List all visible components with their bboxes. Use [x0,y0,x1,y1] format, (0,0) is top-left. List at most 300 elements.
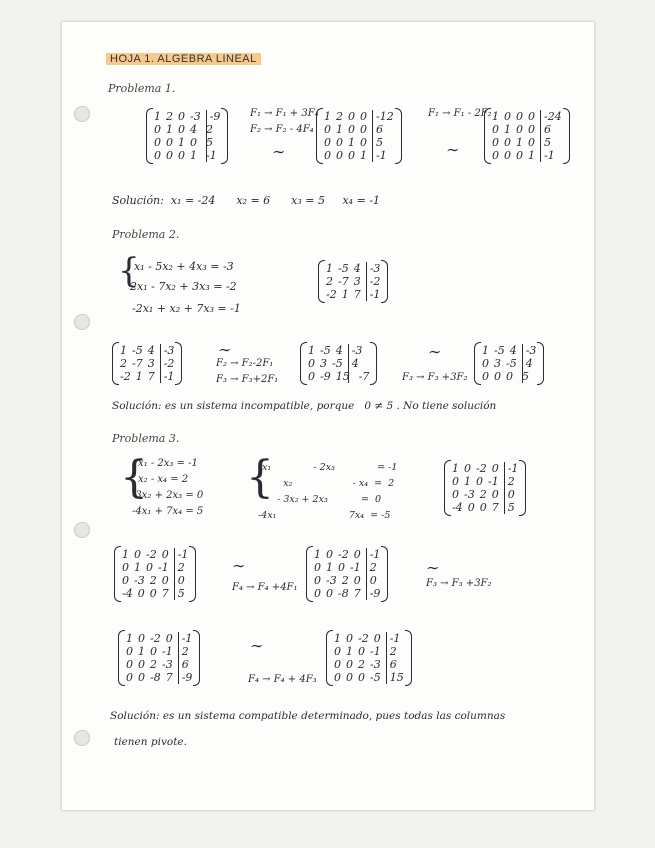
matrix-entry: 0 [154,136,161,149]
matrix-entry: -2 [120,370,131,383]
matrix-entry: 5 [522,370,529,383]
matrix-entry: 0 [360,123,367,136]
matrix-entry: 0 [373,632,381,645]
matrix-entry: 0 [528,136,535,149]
matrix-entry: 0 [492,136,499,149]
matrix-entry: 3 [494,357,501,370]
matrix-entry: 2 [369,561,377,574]
p2-eq-1: x₁ - 5x₂ + 4x₃ = -3 [134,260,234,273]
matrix-entry: 0 [464,462,471,475]
matrix-entry: -1 [507,462,519,475]
p2-op-1a: F₂ → F₂-2F₁ [216,358,274,369]
p1-matrix-3 [492,110,562,162]
matrix-paren-right [537,342,544,385]
matrix-entry: 0 [358,671,365,684]
matrix-row [308,370,369,383]
matrix-row [308,344,369,357]
p2-eq-2: 2x₁ - 7x₂ + 3x₃ = -2 [130,280,237,293]
matrix-entry: 0 [479,501,487,514]
matrix-entry: 3 [353,275,361,288]
matrix-entry: 0 [138,658,145,671]
matrix-entry: 0 [134,548,141,561]
augmented-bar [386,632,387,684]
matrix-entry: -2 [146,548,157,561]
matrix-entry: -4 [122,587,133,600]
augmented-bar [372,110,373,162]
matrix-entry: 1 [360,149,367,162]
matrix-entry: 2 [166,110,173,123]
matrix-paren-right [189,546,196,602]
augmented-bar [174,548,175,600]
matrix-entry: 4 [335,344,343,357]
p3-matrix-5 [334,632,404,684]
matrix-entry: 0 [154,123,161,136]
matrix-entry: -24 [544,110,562,123]
p1-matrix-2 [324,110,394,162]
matrix-entry: 3 [147,357,155,370]
matrix-entry: 0 [353,574,361,587]
system-brace: { [118,251,140,291]
p3-row-1: x₁ - 2x₃ = -1 [262,462,398,473]
matrix-entry: -5 [494,344,505,357]
matrix-entry: -7 [358,370,370,383]
matrix-entry: 1 [341,288,349,301]
matrix-entry: 0 [126,645,133,658]
matrix-entry: -5 [132,344,143,357]
matrix-entry: 7 [491,501,499,514]
matrix-paren-left [474,342,481,385]
matrix-entry: -5 [370,671,381,684]
matrix-entry: 2 [149,574,157,587]
p2-op-1b: F₃ → F₃+2F₁ [216,374,279,385]
matrix-row [452,475,518,488]
matrix-paren-left [146,108,153,164]
matrix-entry: 0 [150,645,157,658]
matrix-entry: 15 [389,671,404,684]
matrix-entry: -2 [369,275,381,288]
matrix-entry: -7 [132,357,143,370]
matrix-entry: 0 [138,671,145,684]
matrix-entry: -1 [370,645,381,658]
matrix-entry: 2 [358,658,365,671]
matrix-entry: -3 [163,344,175,357]
matrix-entry: -1 [163,370,175,383]
matrix-row [324,123,394,136]
matrix-entry: 5 [206,136,213,149]
matrix-row [334,632,404,645]
matrix-entry: -2 [326,288,337,301]
matrix-row [492,136,562,149]
augmented-bar [504,462,505,514]
matrix-entry: 0 [492,123,499,136]
matrix-entry: -1 [350,561,361,574]
matrix-row [324,136,394,149]
matrix-entry: 0 [348,123,355,136]
binder-hole [74,314,90,330]
matrix-entry: 0 [336,136,343,149]
matrix-row [126,671,192,684]
matrix-entry: -9 [181,671,193,684]
matrix-entry: 1 [135,370,143,383]
matrix-entry: -1 [177,548,189,561]
matrix-row [326,262,380,275]
matrix-entry: 0 [324,123,331,136]
p1-op-1a: F₁ → F₁ + 3F₄ [250,108,319,119]
p3-matrix-1 [452,462,518,514]
matrix-entry: 1 [326,262,333,275]
matrix-entry: 1 [492,110,499,123]
matrix-entry: -9 [209,110,221,123]
matrix-entry: 0 [507,488,515,501]
matrix-entry: 2 [507,475,515,488]
matrix-entry: 0 [314,587,321,600]
matrix-row [326,288,380,301]
matrix-row [122,561,188,574]
matrix-entry: 4 [190,123,197,136]
matrix-entry: 7 [353,288,361,301]
matrix-entry: 1 [482,344,489,357]
matrix-entry: -1 [389,632,401,645]
matrix-row [314,561,380,574]
matrix-entry: -3 [369,262,381,275]
matrix-entry: -12 [376,110,394,123]
matrix-row [122,548,188,561]
matrix-row [334,658,404,671]
matrix-row [120,344,174,357]
p3-matrix-4 [126,632,192,684]
matrix-entry: 0 [308,357,315,370]
matrix-entry: -3 [351,344,363,357]
matrix-paren-right [381,260,388,303]
matrix-entry: 0 [137,587,145,600]
matrix-entry: 0 [452,475,459,488]
binder-hole [74,522,90,538]
matrix-entry: 4 [353,262,361,275]
matrix-entry: -1 [369,548,381,561]
matrix-entry: 0 [346,632,353,645]
matrix-entry: -2 [163,357,175,370]
matrix-entry: 1 [348,136,355,149]
matrix-entry: 0 [314,574,321,587]
matrix-entry: -1 [162,645,173,658]
matrix-entry: 0 [334,645,341,658]
matrix-entry: 0 [161,574,169,587]
matrix-entry: 0 [177,574,185,587]
matrix-entry: 0 [326,548,333,561]
p3-row-4: -4x₁ 7x₄ = -5 [258,510,391,521]
matrix-entry: -2 [338,548,349,561]
matrix-entry: 0 [492,149,499,162]
matrix-entry: 0 [126,671,133,684]
p3-row-2: x₂ - x₄ = 2 [262,478,395,489]
matrix-entry: 0 [504,149,511,162]
matrix-entry: 7 [165,671,173,684]
matrix-entry: -3 [464,488,475,501]
matrix-paren-right [563,108,570,164]
matrix-entry: 2 [120,357,127,370]
matrix-entry: 2 [479,488,487,501]
matrix-entry: 0 [334,658,341,671]
matrix-row [452,488,518,501]
matrix-entry: 7 [147,370,155,383]
matrix-entry: 4 [351,357,359,370]
matrix-entry: 0 [314,561,321,574]
matrix-entry: -8 [150,671,161,684]
matrix-paren-left [118,630,125,686]
matrix-paren-left [484,108,491,164]
matrix-entry: 1 [166,123,173,136]
matrix-entry: 0 [334,671,341,684]
matrix-entry: 4 [147,344,155,357]
matrix-entry: 0 [516,123,523,136]
matrix-entry: 1 [528,149,535,162]
matrix-entry: 0 [360,110,367,123]
matrix-entry: -3 [134,574,145,587]
matrix-entry: 1 [134,561,141,574]
augmented-bar [160,344,161,383]
matrix-entry: 0 [504,110,511,123]
matrix-paren-left [326,630,333,686]
matrix-entry: 7 [353,587,361,600]
p2-matrix-3 [308,344,369,383]
matrix-entry: 0 [494,370,501,383]
matrix-entry: -1 [158,561,169,574]
matrix-entry: 0 [452,488,459,501]
matrix-entry: 0 [146,561,153,574]
tilde: ∼ [250,636,264,655]
p3-matrix-2 [122,548,188,600]
matrix-entry: 1 [346,645,353,658]
tilde: ∼ [426,558,440,577]
matrix-row [482,344,536,357]
matrix-paren-left [318,260,325,303]
matrix-entry: 0 [358,645,365,658]
matrix-entry: 0 [528,123,535,136]
tilde: ∼ [272,142,286,161]
p2-eq-3: -2x₁ + x₂ + 7x₃ = -1 [132,302,241,315]
matrix-row [492,149,562,162]
matrix-row [126,658,192,671]
matrix-entry: -1 [376,149,387,162]
matrix-entry: 0 [516,110,523,123]
matrix-entry: 0 [467,501,475,514]
matrix-entry: 4 [525,357,533,370]
matrix-paren-left [306,546,313,602]
matrix-entry: -3 [326,574,337,587]
page-title: HOJA 1. ALGEBRA LINEAL [106,53,261,65]
matrix-entry: 2 [336,110,343,123]
matrix-entry: 0 [482,357,489,370]
matrix-entry: 0 [336,149,343,162]
matrix-row [122,574,188,587]
p3-op-2: F₃ → F₃ +3F₂ [426,578,492,589]
matrix-paren-left [316,108,323,164]
matrix-entry: 15 [335,370,350,383]
matrix-entry: 1 [126,632,133,645]
matrix-row [492,110,562,123]
matrix-row [126,645,192,658]
p3-solution-line-2: tienen pivote. [114,736,187,748]
matrix-entry: 0 [491,462,499,475]
matrix-entry: -5 [338,262,349,275]
matrix-entry: 0 [122,574,129,587]
matrix-entry: 4 [509,344,517,357]
matrix-entry: -3 [190,110,201,123]
p3-eq-1: x₁ - 2x₃ = -1 [138,458,198,469]
matrix-entry: -2 [150,632,161,645]
matrix-entry: 1 [324,110,331,123]
system-brace: { [120,452,148,503]
matrix-row [154,149,220,162]
matrix-entry: 0 [165,632,173,645]
matrix-row [492,123,562,136]
matrix-row [126,632,192,645]
matrix-entry: 0 [346,671,353,684]
matrix-entry: 0 [348,149,355,162]
matrix-paren-right [221,108,228,164]
binder-hole [74,730,90,746]
matrix-entry: 1 [190,149,197,162]
matrix-entry: -8 [338,587,349,600]
matrix-entry: 0 [516,149,523,162]
matrix-entry: 0 [122,561,129,574]
p1-solution: Solución: x₁ = -24 x₂ = 6 x₃ = 5 x₄ = -1 [112,194,381,207]
matrix-entry: -1 [544,149,555,162]
matrix-entry: 0 [506,370,513,383]
matrix-entry: -2 [358,632,369,645]
matrix-entry: 0 [178,149,185,162]
matrix-entry: 1 [326,561,333,574]
matrix-row [314,548,380,561]
matrix-paren-left [114,546,121,602]
matrix-entry: 5 [376,136,383,149]
matrix-entry: -3 [162,658,173,671]
matrix-paren-right [395,108,402,164]
matrix-entry: 1 [308,344,315,357]
matrix-entry: 1 [178,136,185,149]
matrix-entry: 5 [177,587,185,600]
matrix-paren-right [370,342,377,385]
matrix-row [120,357,174,370]
matrix-entry: 0 [166,136,173,149]
matrix-entry: 5 [507,501,515,514]
matrix-paren-left [300,342,307,385]
matrix-entry: -9 [369,587,381,600]
matrix-paren-left [444,460,451,516]
p3-op-1: F₄ → F₄ +4F₁ [232,582,298,593]
matrix-entry: 1 [464,475,471,488]
matrix-entry: 0 [190,136,197,149]
matrix-entry: 0 [528,110,535,123]
augmented-bar [366,262,367,301]
matrix-paren-right [175,342,182,385]
matrix-entry: -3 [525,344,537,357]
matrix-entry: 0 [482,370,489,383]
p3-solution-line-1: Solución: es un sistema compatible determinado, pues todas las columnas [110,710,506,722]
matrix-entry: 0 [360,136,367,149]
matrix-entry: 0 [308,370,315,383]
matrix-entry: 2 [326,275,333,288]
matrix-entry: 0 [161,548,169,561]
matrix-entry: 0 [353,548,361,561]
matrix-entry: 0 [154,149,161,162]
matrix-row [308,357,369,370]
tilde: ∼ [218,340,232,359]
matrix-entry: 2 [206,123,213,136]
matrix-entry: -5 [332,357,343,370]
matrix-entry: 0 [346,658,353,671]
matrix-entry: 1 [154,110,161,123]
matrix-entry: 0 [178,110,185,123]
matrix-entry: 0 [138,632,145,645]
matrix-entry: 0 [504,136,511,149]
p2-matrix-4 [482,344,536,383]
problem-2-label: Problema 2. [112,228,180,241]
matrix-entry: -1 [206,149,217,162]
matrix-entry: -5 [506,357,517,370]
p1-op-2: F₁ → F₁ - 2F₂ [428,108,492,119]
matrix-entry: 0 [166,149,173,162]
problem-1-label: Problema 1. [108,82,176,95]
notebook-page [62,22,594,810]
p1-op-1b: F₂ → F₂ - 4F₄ [250,124,314,135]
p2-solution: Solución: es un sistema incompatible, porque 0 ≠ 5 . No tiene solución [112,400,497,412]
matrix-entry: 1 [516,136,523,149]
matrix-row [122,587,188,600]
matrix-row [482,370,536,383]
matrix-entry: 5 [544,136,551,149]
matrix-row [452,501,518,514]
matrix-entry: 0 [338,561,345,574]
matrix-entry: 0 [491,488,499,501]
matrix-entry: 0 [476,475,483,488]
p3-eq-2: x₂ - x₄ = 2 [138,474,189,485]
matrix-entry: -1 [488,475,499,488]
augmented-bar [366,548,367,600]
matrix-entry: -1 [369,288,381,301]
matrix-row [154,123,220,136]
matrix-entry: 1 [452,462,459,475]
matrix-entry: 2 [389,645,397,658]
matrix-entry: 1 [120,344,127,357]
matrix-row [314,574,380,587]
binder-hole [74,106,90,122]
p2-matrix-1 [326,262,380,301]
matrix-row [326,275,380,288]
matrix-entry: 1 [314,548,321,561]
matrix-row [154,110,220,123]
matrix-entry: -2 [476,462,487,475]
tilde: ∼ [232,556,246,575]
matrix-entry: -4 [452,501,463,514]
tilde: ∼ [428,342,442,361]
matrix-entry: 6 [389,658,397,671]
tilde: ∼ [446,140,460,159]
matrix-entry: 2 [181,645,189,658]
p3-eq-4: -4x₁ + 7x₄ = 5 [132,506,204,517]
augmented-bar [348,344,349,383]
system-brace: { [246,452,274,503]
augmented-bar [178,632,179,684]
matrix-entry: 1 [504,123,511,136]
matrix-entry: 1 [336,123,343,136]
matrix-row [482,357,536,370]
matrix-entry: 2 [177,561,185,574]
matrix-entry: 7 [161,587,169,600]
matrix-entry: 0 [324,149,331,162]
matrix-entry: 6 [181,658,189,671]
matrix-paren-right [519,460,526,516]
